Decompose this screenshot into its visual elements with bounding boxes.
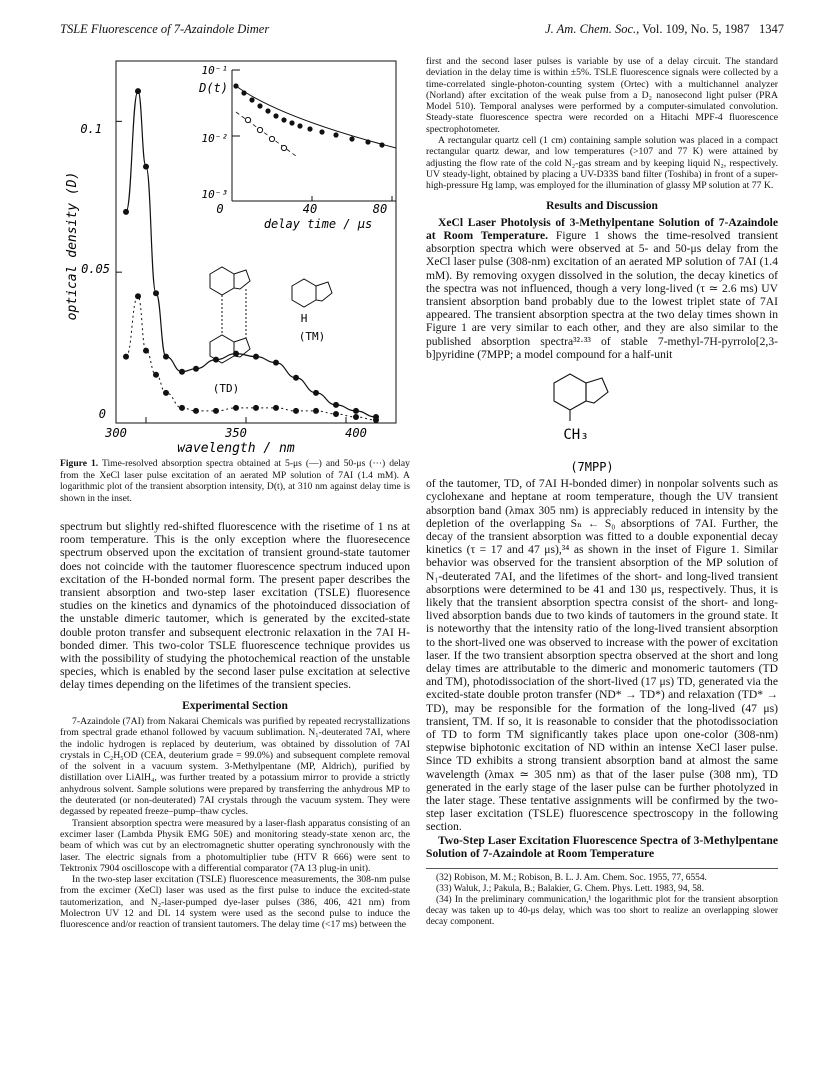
series-5us-point <box>193 366 199 372</box>
series-50us-point <box>179 405 185 411</box>
section-heading: Experimental Section <box>182 699 288 712</box>
series-50us-point <box>353 414 359 420</box>
tm-monomer-structure <box>292 279 332 307</box>
paragraph: A rectangular quartz cell (1 cm) containing sample solution was placed in a compact rectangular quartz dewar, and low temperatures (>107 and 77 K) were attained by adjusting the flow rate of the cold N₂-gas stream and by keeping liquid N₂, respectively. UV steady-light, obtained by placing a UV-D33S band filter (Toshiba) in front of a super-high-pressure Hg lamp, was employed for the illumination of glassy MP solution at 77 K. <box>426 135 778 192</box>
journal-citation: J. Am. Chem. Soc., Vol. 109, No. 5, 1987 1347 <box>545 22 784 36</box>
paragraph: of the tautomer, TD, of 7AI H-bonded dimer) in nonpolar solvents such as cyclohexane and heptane at room temperature, though the UV transient absorption band (λmax 305 nm) is appreciably reduced in intensity by the depletion of the overlapping Sₙ ← S₀ absorptions of 7AI. Further, the decay of the transient absorption was fitted to a double exponential decay kinetics (τ = 17 and 47 μs),³⁴ as shown in the inset of Figure 1. Similar behavior was observed for the transient absorption of the MP solution of N₁-deuterated 7AI, and the lifetimes of the short- and long-lived transient absorptions were determined to be 41 and 130 μs, respectively. Thus, it is likely that the transient absorption spectra consist of the short- and long-lived absorption bands due to two kinds of tautomers in the ground state. It is noteworthy that the intensity ratio of the long-lived transient absorption to the short-lived one was observed to increase with the power of excitation laser. If the two transient absorption spectra observed at the short and long delay times are attributable to the dimeric and monomeric tautomers (TD and TM), photodissociation of the short-lived (17 μs) TD, generated via the excited-state double proton transfer (ND* → TD*) and relaxation (TD* → TD), may be responsible for the formation of the long-lived (47 μs) transient, TM. If so, it is reasonable to consider that the photodissociation of TD to form TM significantly takes place upon one-color (308-nm) stepwise biphotonic excitation of ND within an intense XeCl laser pulse. Since TD exhibits a strong transient absorption band at almost the same wavelength (λmax ≃ 305 nm) as that of the laser pulse (308 nm), TD generated in the early stage of the laser pulse can be further photolyzed in the later stage. These tentative assignments will be confirmed by the two-step laser excitation (TSLE) fluorescence spectroscopy in the following section. <box>426 477 778 834</box>
series-50us-point <box>313 408 319 414</box>
left-column <box>60 520 410 931</box>
x-tick-label: 350 <box>225 426 247 440</box>
series-5us-point <box>353 408 359 414</box>
reference: (34) In the preliminary communication,¹ the logarithmic plot for the transient absorption decay was taken up to 40-μs delay, which was too short to realize an overlapping slower decay component. <box>426 894 778 927</box>
series-50us-point <box>163 390 169 396</box>
subsection-heading: XeCl Laser Photolysis of 3-Methylpentane Solution of 7-Azaindole at Room Temperature. <box>426 215 778 243</box>
series-5us-point <box>143 164 149 170</box>
x-tick-label: 400 <box>345 426 367 440</box>
paragraph-text: Figure 1 shows the time-resolved transient absorption spectra which were observed at 5- and 50-μs delay from the XeCl laser pulse (308-nm) excitation of an aerated MP solution of 7AI (1.4 mM). By removing oxygen dissolved in the solution, the decay kinetics of the spectra was not influenced, though a very long-lived (τ ≃ 2.6 ms) UV transient absorption band probably due to the lowest triplet state of 7AI appeared. The transient absorption spectra at the two delay times shown in Figure 1 are very similar to each other, and they are also similar to the published absorption spectra³²·³³ of stable 7-methyl-7H-pyrrolo[2,3-b]pyridine (7MPP; a model compound for a half-unit <box>426 229 778 361</box>
inset-x-axis-label: delay time / μs <box>263 217 373 231</box>
y-tick-label: 0.05 <box>81 262 110 276</box>
series-5us-point <box>163 354 169 360</box>
y-axis-label: optical density (D) <box>65 171 80 321</box>
paragraph: spectrum but slightly red-shifted fluorescence with the risetime of 1 ns at room temperature. This is the only exception where the fluoresecence spectrum observed upon the excitation of transient ground-state tautomer does not coincide with the tautomer fluorescence spectrum induced upon excitation of the H-bonded normal form. The present paper describes the transient absorption and two-step laser excitation (TSLE) fluoresence studies on the kinetics and dynamics of the photoinduced dissociation of the unstable dimeric tautomer, which is generated by the excited-state double proton transfer and subsequent electronic relaxation in the 7AI H-bonded dimer. This two-color TSLE fluorescence technique provides us with the possibility of studying the photochemical reaction of the unstable species, which is enabled by the second laser pulse excitation at selective delay times depending on the lifetimes of the transient species. <box>60 520 410 692</box>
spectrum-chart <box>60 56 405 456</box>
page-number: 1347 <box>759 22 784 36</box>
plot-frame <box>116 61 396 423</box>
td-label: (TD) <box>212 382 240 395</box>
inset-x-tick-label: 0 <box>216 202 224 216</box>
reference: (33) Waluk, J.; Pakula, B.; Balakier, G. Chem. Phys. Lett. 1983, 94, 58. <box>436 883 704 894</box>
series-50us-point <box>123 354 129 360</box>
7mpp-structure <box>426 361 778 477</box>
y-tick-label: 0.1 <box>80 122 102 136</box>
series-5us-point <box>179 369 185 375</box>
series-5us-line <box>126 91 376 417</box>
inset-y-tick-label: 10⁻¹ <box>201 64 228 77</box>
series-5us-point <box>293 375 299 381</box>
series-5us-point <box>333 402 339 408</box>
series-5us-point <box>253 354 259 360</box>
section-heading: Results and Discussion <box>546 199 658 212</box>
tm-h-label: H <box>300 312 308 325</box>
journal-volume: Vol. 109, No. 5, 1987 <box>642 22 750 36</box>
inset-y-tick-label: 10⁻² <box>201 132 228 145</box>
paragraph: 7-Azaindole (7AI) from Nakarai Chemicals was purified by repeated recrystallizations from spectral grade ethanol followed by vacuum sublimation. N₁-deuterated 7AI, where the indolic hydrogen is replaced by deuterium, was obtained by dissolution of 7AI crystals in C₂H₅OD (CEA, deuterium grade = 99.0%) and subsequent complete removal of the solvent in a vacuum system. 3-Methylpentane (MP, Aldrich), purified by distillation over LiAlH₄, was further treated by a potassium mirror to provide a strictly anhydrous solvent. Sample solutions were prepared by transferring the anhydrous MP to the deuterated (or non-deuterated) 7AI crystals through the vacuum system. They were degassed by repeated freeze–pump–thaw cycles. <box>60 715 410 818</box>
series-50us-point <box>333 411 339 417</box>
references <box>426 868 778 928</box>
series-50us-point <box>153 372 159 378</box>
series-50us-point <box>233 405 239 411</box>
journal-name: J. Am. Chem. Soc. <box>545 22 637 36</box>
series-50us-point <box>213 408 219 414</box>
series-50us-point <box>253 405 259 411</box>
series-50us-point <box>293 408 299 414</box>
figure-caption <box>60 458 410 504</box>
inset-y-tick-label: 10⁻³ <box>201 188 228 201</box>
inset-x-tick-label: 80 <box>372 202 388 216</box>
running-title: TSLE Fluorescence of 7-Azaindole Dimer <box>60 22 270 36</box>
series-50us-point <box>273 405 279 411</box>
series-5us-point <box>313 390 319 396</box>
series-50us-point <box>143 348 149 354</box>
series-5us-point <box>135 88 141 94</box>
tm-label: (TM) <box>298 330 326 343</box>
paragraph: Transient absorption spectra were measured by a laser-flash apparatus consisting of an excimer laser (Lambda Physik EMG 50E) and monitoring steady-state xenon arc, the beam of which was cut by an electromagnetic shutter operating synchronously with the laser. The electric signals from a photomultiplier tube (HTV R 666) were sent to Tektronix 7904 oscilloscope with a differential comparator (7A 13 plug-in unit). <box>60 817 410 874</box>
7mpp-label: (7MPP) <box>570 460 614 475</box>
subsection-heading: Two-Step Laser Excitation Fluorescence Spectra of 3-Methylpentane Solution of 7-Azaindole at Room Temperature <box>426 833 778 860</box>
y-tick-label: 0 <box>98 407 106 421</box>
ch3-label: CH₃ <box>563 427 589 444</box>
paragraph: In the two-step laser excitation (TSLE) fluorescence measurements, the 308-nm pulse from the excimer (XeCl) laser was used as the first pulse to induce the excited-state tautomerization, and N₂-laser-pumped dye-laser pulses (386, 406, 421 nm) from Molectron UV 12 and DL 14 system were used as the second pulse to induce the fluorescence and/or reaction of transient tautomers. The delay time (<17 ms) between the <box>60 874 410 931</box>
reference: (32) Robison, M. M.; Robison, B. L. J. Am. Chem. Soc. 1955, 77, 6554. <box>436 872 707 883</box>
td-dimer-structure <box>210 267 250 363</box>
series-5us-point <box>153 290 159 296</box>
right-column <box>426 56 778 928</box>
paragraph: first and the second laser pulses is variable by use of a delay circuit. The standard deviation in the delay time is within ±5%. TSLE fluorescence signals were collected by a time-correlated single-photon-counting system (Ortec) with a multichannel analyzer (Norland) after excitation of the weak pulse from a D₂ nanosecond light pulser (PRA Model 510). Temporal analyses were performed by a computer-simulated convolution. Steady-state fluorescence spectra were recorded on a Hitachi MPF-4 fluorescence spectrophotometer. <box>426 56 778 135</box>
x-tick-label: 300 <box>105 426 127 440</box>
caption-label: Figure 1. <box>60 458 99 469</box>
inset-x-tick-label: 40 <box>302 202 318 216</box>
series-50us-point <box>373 417 379 423</box>
paragraph <box>426 216 778 361</box>
series-50us-point <box>135 293 141 299</box>
series-50us-point <box>193 408 199 414</box>
inset-plot <box>198 64 396 231</box>
inset-y-axis-label: D(t) <box>199 81 228 95</box>
x-axis-label: wavelength / nm <box>177 441 295 456</box>
series-5us-point <box>123 209 129 215</box>
series-5us-point <box>273 360 279 366</box>
figure-1 <box>60 56 405 456</box>
caption-text: Time-resolved absorption spectra obtained at 5-μs (—) and 50-μs (···) delay from the XeCl laser pulse excitation of an aerated MP solution of 7AI (1.4 mM). A logarithmic plot of the transient absorption intensity, D(t), at 310 nm against delay time is shown in the inset. <box>60 458 410 504</box>
